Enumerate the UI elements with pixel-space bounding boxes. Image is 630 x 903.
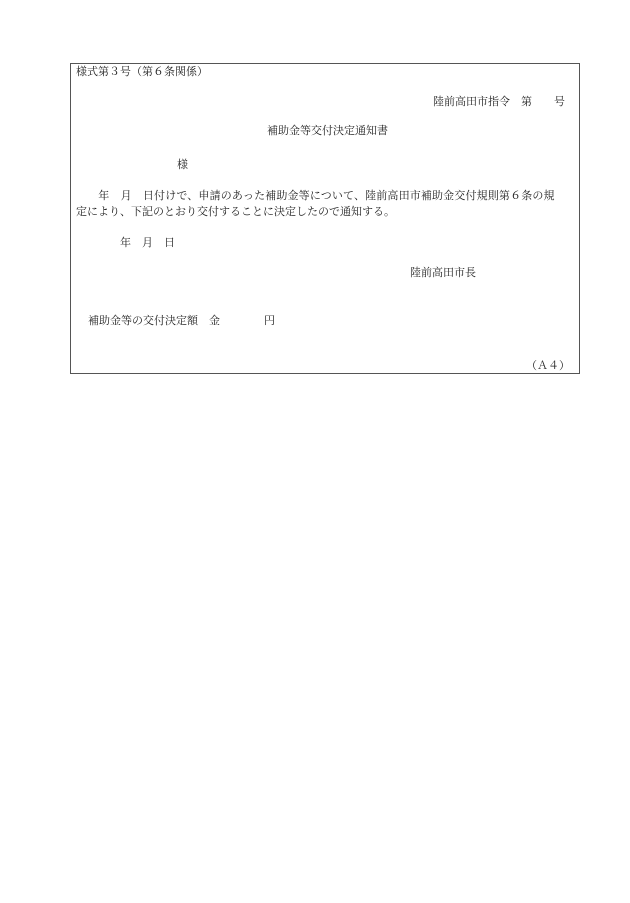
document-number: 陸前高田市指令 第 号 — [433, 95, 565, 108]
document-title: 補助金等交付決定通知書 — [267, 124, 388, 137]
paper-size: （Ａ４） — [526, 359, 570, 372]
form-label: 様式第３号（第６条関係） — [76, 65, 208, 78]
body-line-2: 定により、下記のとおり交付することに決定したので通知する。 — [76, 205, 395, 218]
issuer: 陸前高田市長 — [410, 266, 476, 279]
issue-date: 年 月 日 — [120, 236, 175, 249]
grant-amount: 補助金等の交付決定額 金 円 — [88, 314, 275, 327]
body-line-1: 年 月 日付けで、申請のあった補助金等について、陸前高田市補助金交付規則第６条の規 — [76, 189, 555, 202]
addressee: 様 — [177, 158, 188, 171]
